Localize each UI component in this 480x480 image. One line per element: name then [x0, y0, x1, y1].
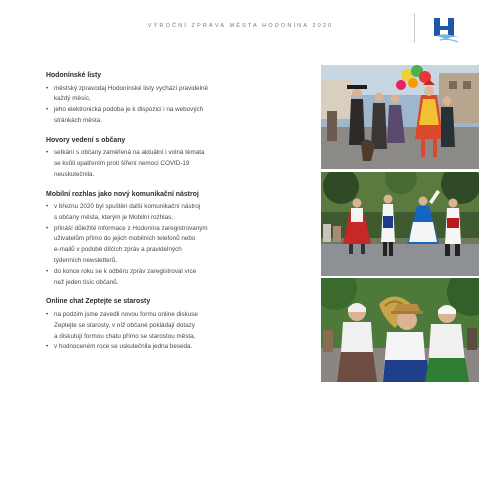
text-line: uživatelům přímo do jejich mobilních telefonů nebo [54, 235, 196, 243]
list-item [46, 310, 308, 342]
bullet-list [46, 202, 308, 288]
section-title: Hovory vedení s občany [46, 136, 126, 144]
list-item [46, 342, 308, 353]
section-title: Online chat Zeptejte se starosty [46, 298, 151, 306]
text-line: • jeho elektronická podoba je k dispozici i na webových [54, 106, 204, 114]
section-mobilni-rozhlas [46, 191, 308, 289]
text-line: • setkání s občany zaměřená na aktuální i volná témata [54, 149, 205, 157]
list-item [46, 148, 308, 180]
section-title: Hodonínské listy [46, 72, 102, 79]
text-line: • v březnu 2020 byl spuštěn další komunikační nástroj [54, 203, 201, 211]
header-divider [414, 13, 415, 43]
text-line: a diskutují formou chatu přímo se starostou města, [54, 332, 196, 340]
text-line: každý měsíc, [54, 95, 91, 103]
photo-folk-dancers [321, 172, 479, 276]
text-line: neuskutečnila. [54, 170, 95, 178]
list-item [46, 224, 308, 267]
text-line: e-mailů v podobě dílčích zpráv a pravidelných [54, 246, 182, 254]
text-line: • v hodnoceném roce se uskutečnila jedna beseda. [54, 343, 193, 351]
bullet-list [46, 148, 308, 180]
list-item [46, 267, 308, 289]
city-logo [430, 14, 462, 44]
page-header-title: VÝROČNÍ ZPRÁVA MĚSTA HODONÍNA 2020 [147, 23, 334, 29]
list-item [46, 105, 308, 127]
section-title: Mobilní rozhlas jako nový komunikační nástroj [46, 190, 199, 198]
text-line: stránkách města. [54, 116, 102, 124]
section-online-chat [46, 298, 308, 353]
list-item [46, 84, 308, 106]
text-line: než jeden tisíc občanů. [54, 278, 119, 286]
photo-harvest-festival [321, 278, 479, 382]
section-hodoninske-listy [46, 72, 308, 127]
photo-street-parade [321, 65, 479, 169]
bullet-list [46, 310, 308, 353]
text-line: • přináší důležité informace z Hodonína zaregistrovaným [54, 224, 208, 232]
text-line: týdenních newsletterů, [54, 257, 118, 265]
bullet-list [46, 84, 308, 127]
text-line: Zeptejte se starosty, v níž občané pokládají dotazy [54, 321, 195, 329]
text-line: se kvůli opatřením proti šíření nemoci COVID-19 [54, 159, 190, 167]
text-line: • do konce roku se k odběru zpráv zaregistroval více [54, 267, 197, 275]
section-hovory-vedeni [46, 137, 308, 181]
list-item [46, 202, 308, 224]
text-line: • městský zpravodaj Hodonínské listy vychází pravidelně [54, 84, 208, 92]
text-line: s občany města, kterým je Mobilní rozhlas, [54, 213, 173, 221]
main-content [46, 72, 308, 363]
text-line: • na podzim jsme zavedli novou formu online diskuse [54, 310, 198, 318]
